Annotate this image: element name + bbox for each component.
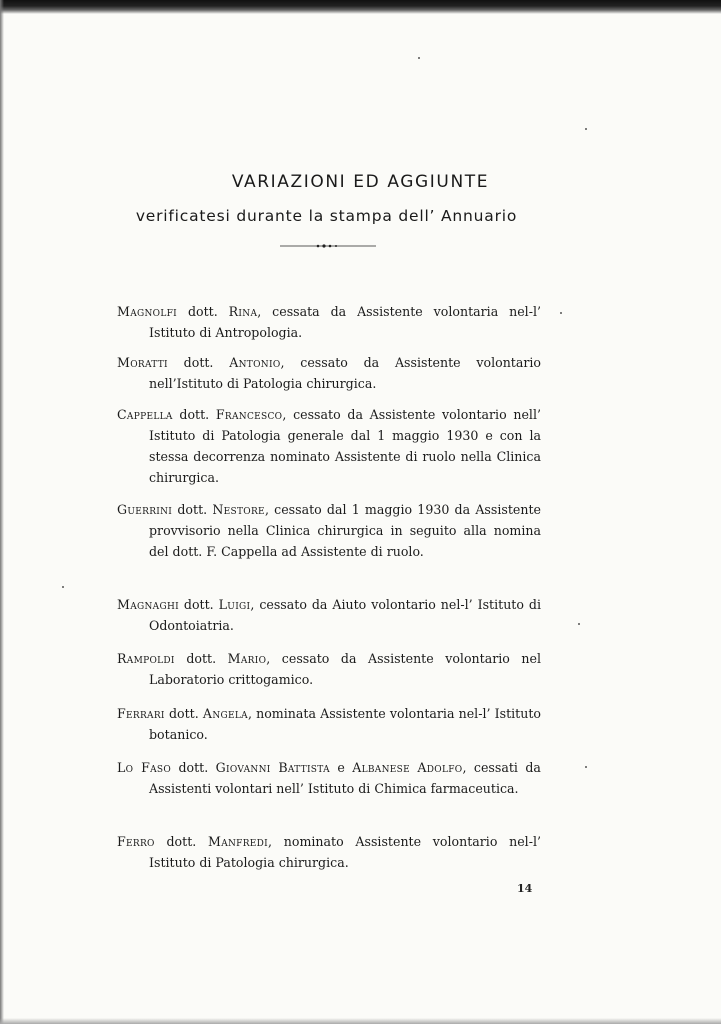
entry-first-name: Rina [228,304,258,319]
ink-speck [578,623,580,625]
ink-speck [585,128,587,130]
entry-first-name: Nestore [212,502,265,517]
entry-moratti [117,352,541,394]
entry-magnolfi [117,301,541,343]
ink-speck [585,766,587,768]
page-subtitle: verificatesi durante la stampa dell’ Annuario [135,207,518,225]
ink-speck [418,57,420,59]
entry-first-name: Francesco [215,407,283,422]
entry-first-name: Giovanni Battista [215,760,330,775]
entry-surname: Rampoldi [117,651,175,666]
entry-cappella [117,404,541,488]
entry-title: dott. [187,304,218,319]
entry-text: , nominato Assistente volontario nel-l’ Istituto di Patologia chirurgica. [149,834,541,870]
entry-first-name: Mario [227,651,267,666]
entry-surname: Guerrini [117,502,173,517]
entry-first-name: Angela [202,706,248,721]
page-title: VARIAZIONI ED AGGIUNTE [231,172,490,192]
entry-second-surname: Albanese [352,760,410,775]
entry-surname: Ferro [117,834,155,849]
entry-text: , cessato da Aiuto volontario nel-l’ Istituto di Odontoiatria. [149,597,541,633]
entry-surname: Lo Faso [117,760,172,775]
entry-lo-faso [117,757,541,799]
entry-title: dott. [179,407,210,422]
entry-magnaghi [117,594,541,636]
entry-text: , nominata Assistente volontaria nel-l’ Istituto botanico. [149,706,541,742]
entry-title: dott. [178,760,209,775]
page-number: 14 [517,882,533,895]
ink-speck [62,586,64,588]
entry-ferro [117,831,541,873]
entry-rampoldi [117,648,541,690]
entry-second-first-name: Adolfo [417,760,463,775]
entry-ferrari [117,703,541,745]
entry-surname: Magnaghi [117,597,179,612]
entry-title: dott. [183,597,214,612]
entry-surname: Ferrari [117,706,165,721]
entry-text: , cessato da Assistente volontario nell’ Istituto di Patologia generale dal 1 maggio 1930 e con la stessa decorrenza nominato Assistente di ruolo nella Clinica chirurgica. [149,407,541,485]
entry-title: dott. [183,355,214,370]
entry-text: , cessati da Assistenti volontari nell’ Istituto di Chimica farmaceutica. [149,760,541,796]
entry-text: , cessata da Assistente volontaria nel-l’ Istituto di Antropologia. [149,304,541,340]
entry-text: , cessato da Assistente volontario nel Laboratorio crittogamico. [149,651,541,687]
entry-text: , cessato da Assistente volontario nell’Istituto di Patologia chirurgica. [149,355,541,391]
entry-title: dott. [177,502,208,517]
entry-title: dott. [166,834,197,849]
entry-first-name: Manfredi [208,834,269,849]
entry-first-name: Luigi [218,597,251,612]
entry-surname: Moratti [117,355,168,370]
entry-connector: e [337,760,345,775]
entry-surname: Cappella [117,407,173,422]
entry-title: dott. [168,706,199,721]
ink-speck [560,312,562,314]
entry-surname: Magnolfi [117,304,178,319]
entry-first-name: Antonio [229,355,281,370]
entry-title: dott. [186,651,217,666]
entry-guerrini [117,499,541,562]
entry-text: , cessato dal 1 maggio 1930 da Assistente provvisorio nella Clinica chirurgica in seguito alla nomina del dott. F. Cappella ad Assistente di ruolo. [149,502,541,559]
